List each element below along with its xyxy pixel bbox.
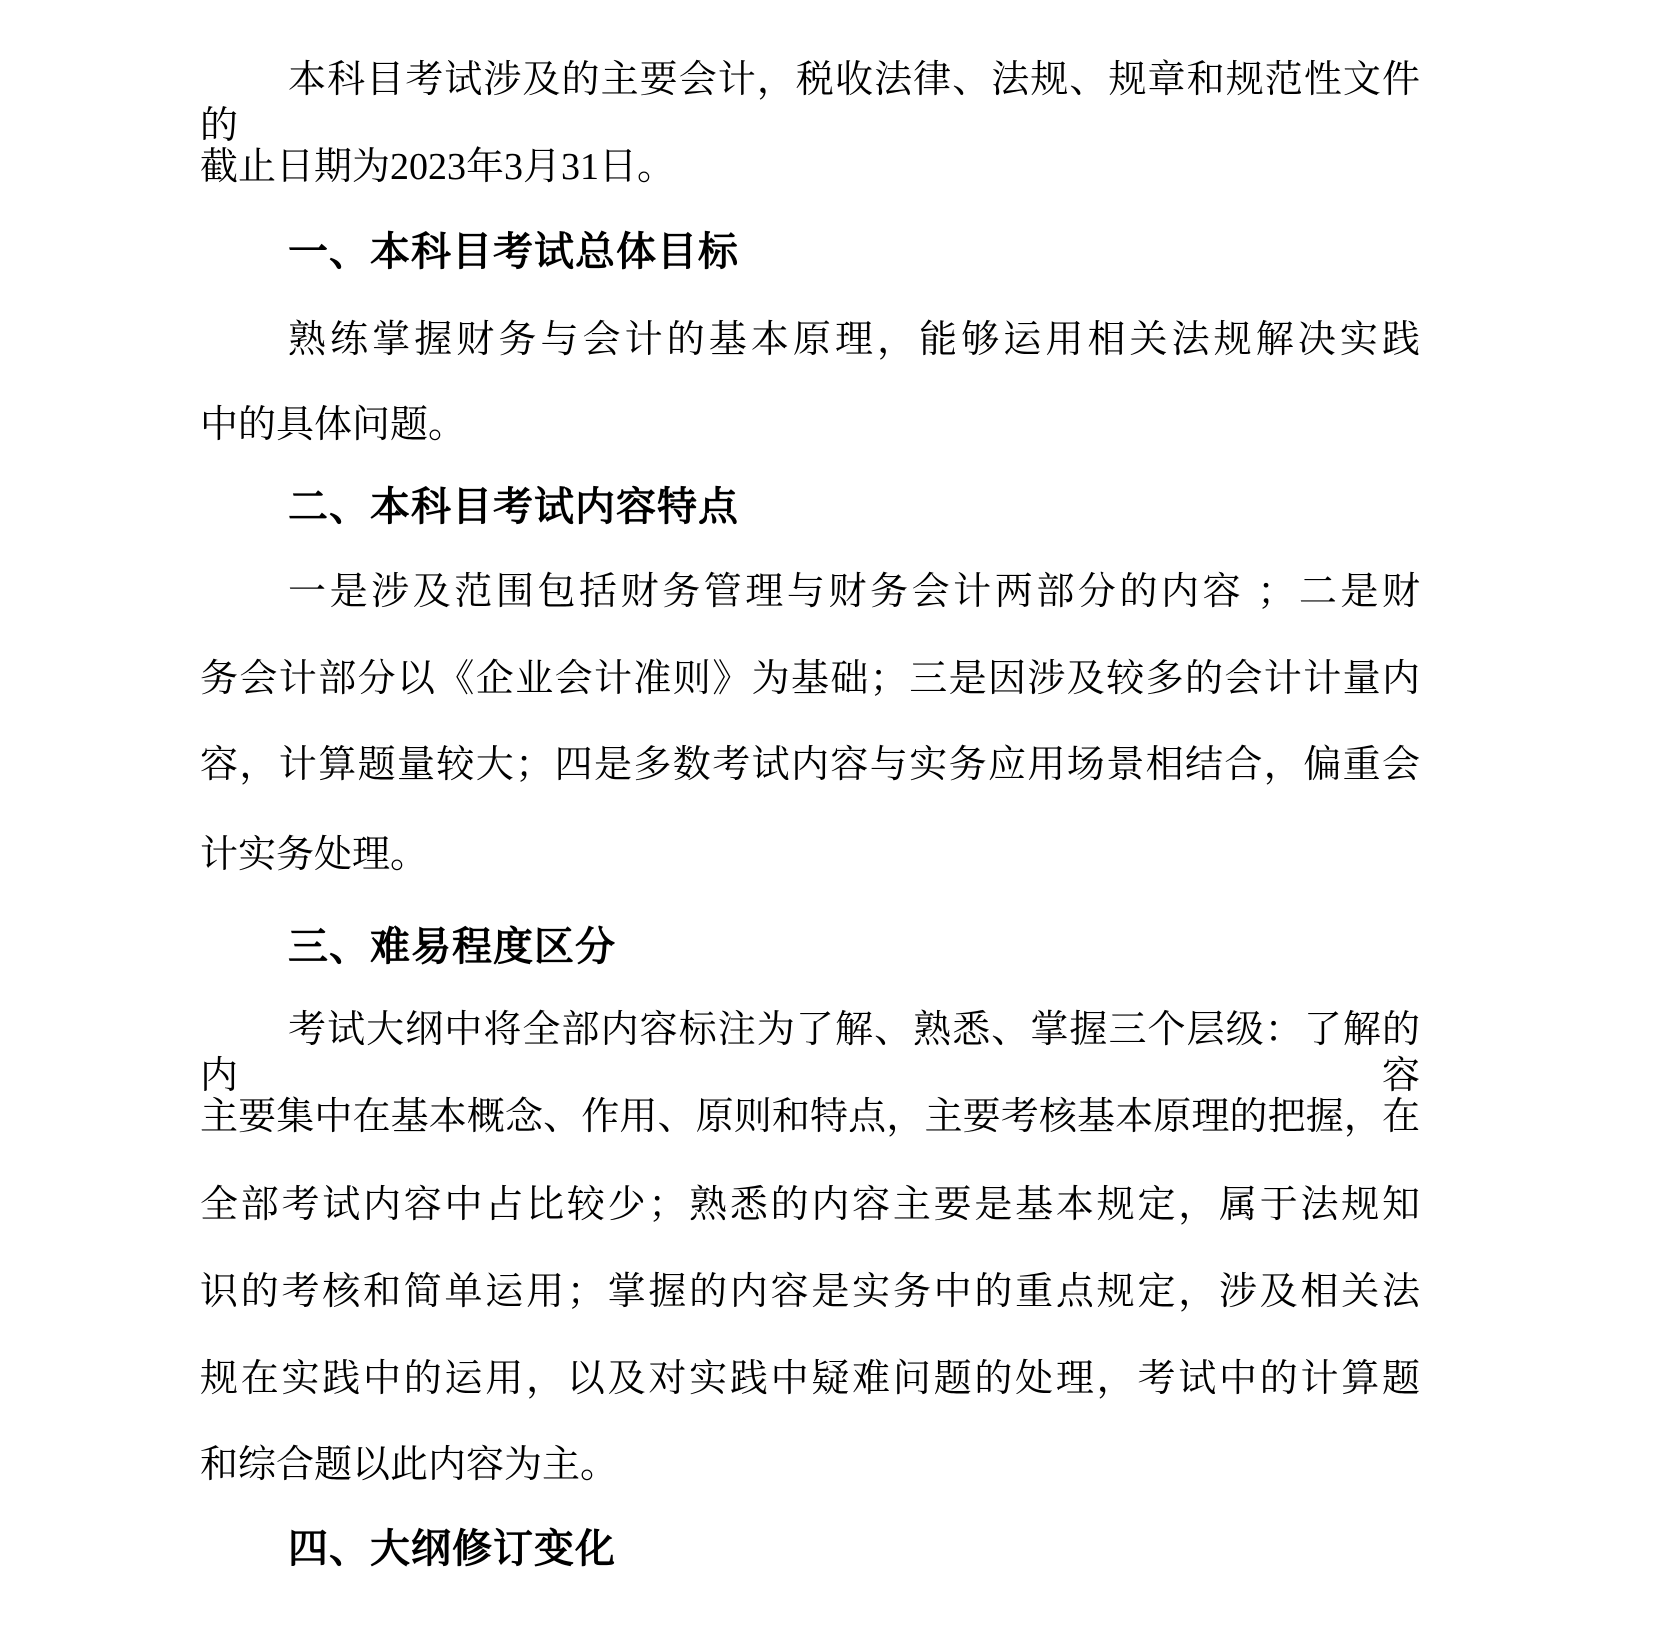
paragraph-line: 一是涉及范围包括财务管理与财务会计两部分的内容 ；二是财 <box>288 571 1420 613</box>
paragraph-line: 务会计部分以《企业会计准则》为基础；三是因涉及较多的会计计量内 <box>200 658 1420 700</box>
section-heading-1: 一、本科目考试总体目标 <box>288 230 739 274</box>
section-heading-2: 二、本科目考试内容特点 <box>288 485 739 529</box>
section-heading-4: 四、大纲修订变化 <box>288 1527 616 1571</box>
paragraph-line: 容，计算题量较大；四是多数考试内容与实务应用场景相结合，偏重会 <box>200 744 1420 786</box>
section-heading-3: 三、难易程度区分 <box>288 925 616 969</box>
paragraph-line: 识的考核和简单运用；掌握的内容是实务中的重点规定，涉及相关法 <box>200 1271 1420 1313</box>
paragraph-line: 和综合题以此内容为主。 <box>200 1444 619 1486</box>
paragraph-line: 熟练掌握财务与会计的基本原理，能够运用相关法规解决实践 <box>288 319 1420 361</box>
paragraph-line: 考试大纲中将全部内容标注为了解、熟悉、掌握三个层级：了解的内容 <box>200 1009 1420 1097</box>
paragraph-line: 规在实践中的运用，以及对实践中疑难问题的处理，考试中的计算题 <box>200 1358 1420 1400</box>
paragraph-line: 本科目考试涉及的主要会计，税收法律、法规、规章和规范性文件的 <box>200 59 1420 147</box>
paragraph-line: 主要集中在基本概念、作用、原则和特点，主要考核基本原理的把握，在 <box>200 1096 1420 1138</box>
paragraph-line: 全部考试内容中占比较少；熟悉的内容主要是基本规定，属于法规知 <box>200 1184 1420 1226</box>
paragraph-line: 中的具体问题。 <box>200 404 467 446</box>
paragraph-line: 截止日期为2023年3月31日。 <box>200 146 676 188</box>
paragraph-line: 计实务处理。 <box>200 834 429 876</box>
